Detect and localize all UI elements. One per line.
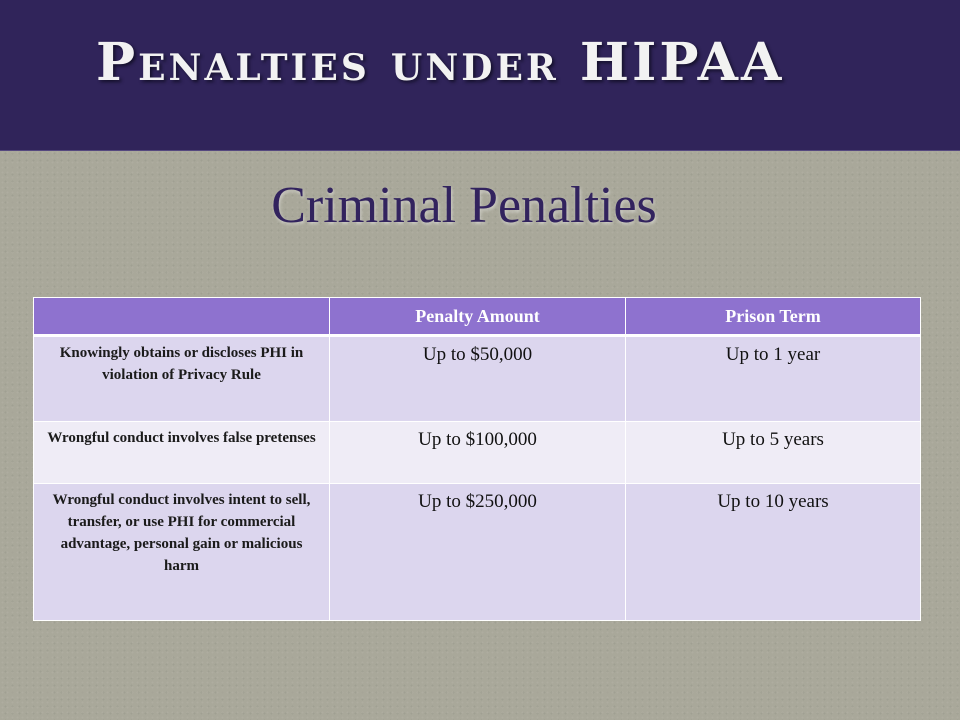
row-label: Wrongful conduct involves false pretenses [34,422,330,484]
table-row [34,336,921,422]
prison-term-cell: Up to 1 year [626,336,921,422]
table-row [34,484,921,621]
prison-term-cell: Up to 5 years [626,422,921,484]
header-empty-cell [34,298,330,336]
table-row [34,422,921,484]
penalties-table [33,297,921,621]
row-label: Wrongful conduct involves intent to sell, transfer, or use PHI for commercial advantage, personal gain or malicious harm [34,484,330,621]
header-prison-term: Prison Term [626,298,921,336]
slide-subtitle: Criminal Penalties [271,177,657,234]
penalty-amount-cell: Up to $100,000 [330,422,626,484]
penalty-amount-cell: Up to $50,000 [330,336,626,422]
table-header-row [34,298,921,336]
penalty-amount-cell: Up to $250,000 [330,484,626,621]
row-label: Knowingly obtains or discloses PHI in violation of Privacy Rule [34,336,330,422]
title-band [0,0,960,151]
slide-title: Penalties under HIPAA [96,32,785,93]
header-penalty-amount: Penalty Amount [330,298,626,336]
prison-term-cell: Up to 10 years [626,484,921,621]
